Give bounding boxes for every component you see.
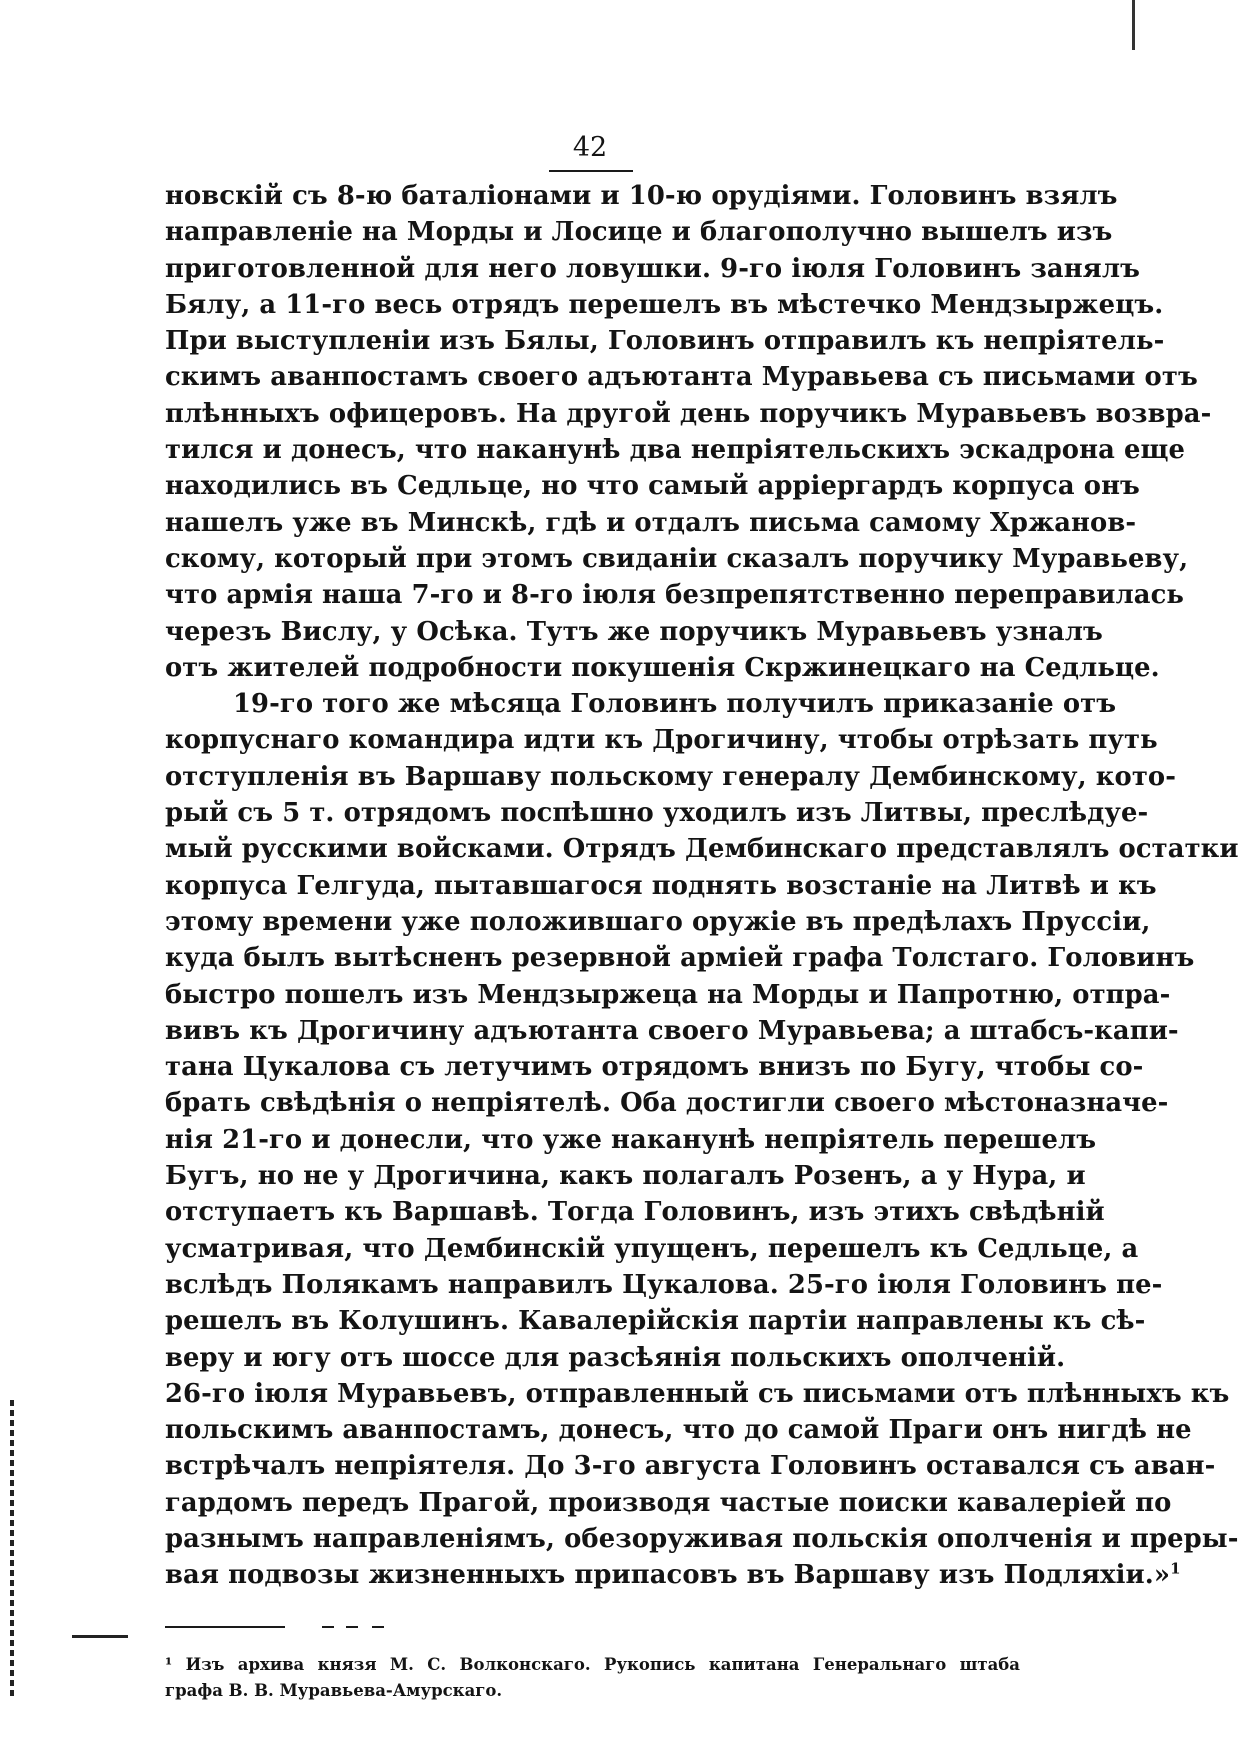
text-line: Бугъ, но не у Дрогичина, какъ полагалъ Розенъ, а у Нура, и (165, 1161, 1086, 1192)
text-line: усматривая, что Дембинскій упущенъ, перешелъ къ Седльце, а (165, 1233, 1139, 1264)
text-line: направленіе на Морды и Лосице и благополучно вышелъ изъ (165, 217, 1113, 248)
text-line: гардомъ передъ Прагой, производя частые поиски кавалеріей по (165, 1487, 1172, 1518)
text-line: 26-го іюля Муравьевъ, отправленный съ письмами отъ плѣнныхъ къ (165, 1378, 1230, 1409)
body-text (165, 178, 1239, 1594)
text-line: отступленія въ Варшаву польскому генералу Дембинскому, кото- (165, 761, 1177, 792)
footnote-marker[interactable]: 1 (1170, 1559, 1181, 1578)
text-line: разнымъ направленіямъ, обезоруживая польскія ополченія и преры- (165, 1523, 1239, 1554)
text-line: отступаетъ къ Варшавѣ. Тогда Головинъ, изъ этихъ свѣдѣній (165, 1197, 1105, 1228)
footnote (165, 1652, 1020, 1704)
text-line: брать свѣдѣнія о непріятелѣ. Оба достигли своего мѣстоназначе- (165, 1088, 1169, 1119)
text-line: тился и донесъ, что наканунѣ два непріятельскихъ эскадрона еще (165, 435, 1186, 466)
text-line: веру и югу отъ шоссе для разсѣянія польскихъ ополченій. (165, 1342, 1066, 1373)
text-line: При выступленіи изъ Бялы, Головинъ отправилъ къ непріятель- (165, 326, 1165, 357)
text-line: решелъ въ Колушинъ. Кавалерійскія партіи направлены къ сѣ- (165, 1306, 1146, 1337)
text-line: находились въ Седльце, но что самый арріергардъ корпуса онъ (165, 471, 1140, 502)
text-line: 19-го того же мѣсяца Головинъ получилъ приказаніе отъ (233, 689, 1117, 720)
text-line: этому времени уже положившаго оружіе въ предѣлахъ Пруссіи, (165, 906, 1151, 937)
text-line: тана Цукалова съ летучимъ отрядомъ внизъ по Бугу, чтобы со- (165, 1052, 1144, 1083)
footnote-divider-dash (346, 1626, 358, 1628)
text-line: вивъ къ Дрогичину адъютанта своего Муравьева; а штабсъ-капи- (165, 1015, 1179, 1046)
text-line: плѣнныхъ офицеровъ. На другой день поручикъ Муравьевъ возвра- (165, 398, 1212, 429)
text-line: рый съ 5 т. отрядомъ поспѣшно уходилъ изъ Литвы, преслѣдуе- (165, 798, 1149, 829)
page-number-rule (549, 170, 633, 172)
text-line: куда былъ вытѣсненъ резервной арміей графа Толстаго. Головинъ (165, 943, 1195, 974)
footnote-divider-dash (322, 1626, 334, 1628)
text-line: нія 21-го и донесли, что уже наканунѣ непріятель перешелъ (165, 1124, 1097, 1155)
footnote-line: графа В. В. Муравьева-Амурскаго. (165, 1681, 503, 1700)
text-line: черезъ Вислу, у Осѣка. Тутъ же поручикъ Муравьевъ узналъ (165, 616, 1103, 647)
text-line: приготовленной для него ловушки. 9-го іюля Головинъ занялъ (165, 253, 1141, 284)
text-line: скимъ аванпостамъ своего адъютанта Муравьева съ письмами отъ (165, 362, 1198, 393)
page-number: 42 (572, 132, 608, 163)
scan-right-edge (1132, 0, 1135, 50)
text-line: корпуса Гелгуда, пытавшагося поднять возстаніе на Литвѣ и къ (165, 870, 1157, 901)
footnote-divider (165, 1626, 285, 1628)
text-line: вслѣдъ Полякамъ направилъ Цукалова. 25-го іюля Головинъ пе- (165, 1269, 1163, 1300)
text-line: встрѣчалъ непріятеля. До 3-го августа Головинъ оставался съ аван- (165, 1451, 1216, 1482)
text-line: корпуснаго командира идти къ Дрогичину, чтобы отрѣзать путь (165, 725, 1158, 756)
footnote-divider-dash (372, 1626, 384, 1628)
text-line: что армія наша 7-го и 8-го іюля безпрепятственно переправилась (165, 580, 1185, 611)
text-line: польскимъ аванпостамъ, донесъ, что до самой Праги онъ нигдѣ не (165, 1415, 1192, 1446)
scan-margin-mark (72, 1635, 128, 1638)
text-line: мый русскими войсками. Отрядъ Дембинскаго представлялъ остатки (165, 834, 1239, 865)
text-line-content: вая подвозы жизненныхъ припасовъ въ Варшаву изъ Подляхіи.» (165, 1560, 1171, 1591)
text-line: отъ жителей подробности покушенія Скржинецкаго на Седльце. (165, 652, 1160, 683)
text-line: новскій съ 8-ю баталіонами и 10-ю орудіями. Головинъ взялъ (165, 181, 1118, 211)
text-line: скому, который при этомъ свиданіи сказалъ поручику Муравьеву, (165, 543, 1189, 574)
scan-binding-edge (10, 1400, 14, 1700)
text-line: Бялу, а 11-го весь отрядъ перешелъ въ мѣстечко Мендзыржецъ. (165, 289, 1164, 320)
text-line: быстро пошелъ изъ Мендзыржеца на Морды и Папротню, отпра- (165, 979, 1171, 1010)
text-line-final (165, 1557, 1181, 1593)
text-line: нашелъ уже въ Минскѣ, гдѣ и отдалъ письма самому Хржанов- (165, 507, 1137, 538)
footnote-line: ¹ Изъ архива князя М. С. Волконскаго. Рукопись капитана Генеральнаго штаба (165, 1655, 1020, 1674)
